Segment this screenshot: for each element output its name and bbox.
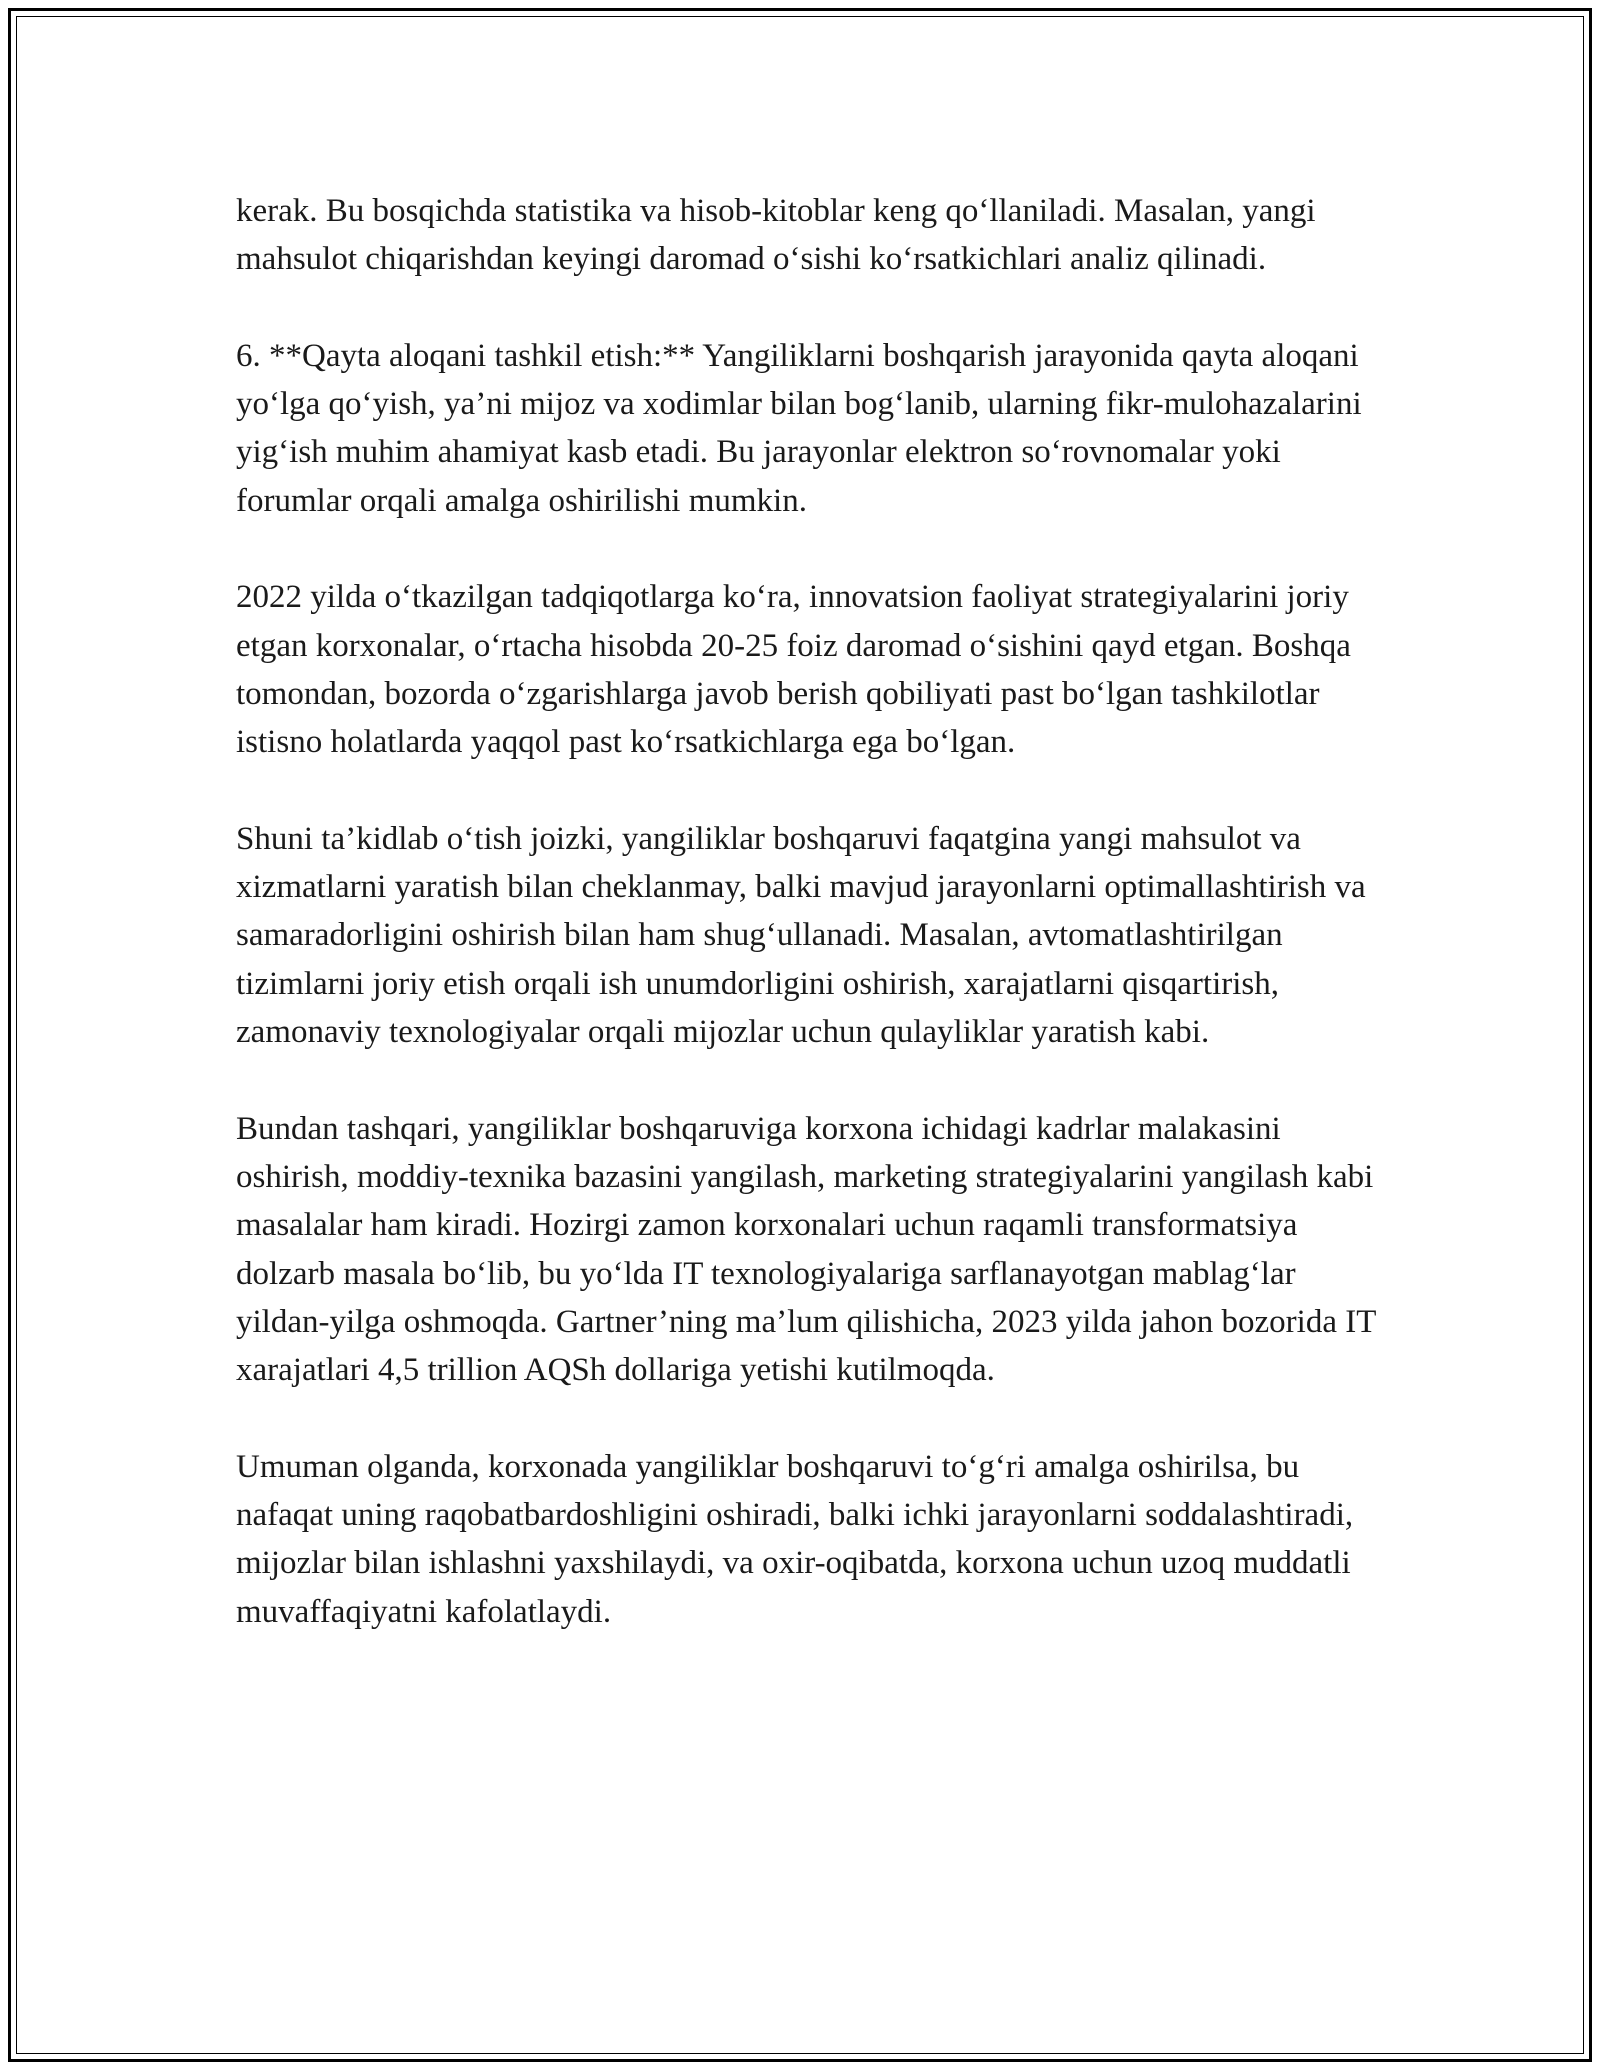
paragraph-conclusion: Umuman olganda, korxonada yangiliklar boshqaruvi to‘g‘ri amalga oshirilsa, bu nafaqat uning raqobatbardoshligini oshiradi, balki ichki jarayonlarni soddalashtiradi, mijozlar bilan ishlashni yaxshilaydi, va oxir-oqibatda, korxona uchun uzoq muddatli muvaffaqiyatni kafolatlaydi.: [236, 1448, 1354, 1630]
paragraph-process-optimization: Shuni ta’kidlab o‘tish joizki, yangiliklar boshqaruvi faqatgina yangi mahsulot va xizmatlarni yaratish bilan cheklanmay, balki mavjud jarayonlarni optimallashtirish va samaradorligini oshirish bilan ham shug‘ullanadi. Masalan, avtomatlashtirilgan tizimlarni joriy etish orqali ish unumdorligini oshirish, xarajatlarni qisqartirish, zamonaviy texnologiyalar orqali mijozlar uchun qulayliklar yaratish kabi.: [236, 820, 1366, 1051]
paragraph-digital-transformation: Bundan tashqari, yangiliklar boshqaruviga korxona ichidagi kadrlar malakasini oshirish, moddiy-texnika bazasini yangilash, marketing strategiyalarini yangilash kabi masalalar ham kiradi. Hozirgi zamon korxonalari uchun raqamli transformatsiya dolzarb masala bo‘lib, bu yo‘lda IT texnologiyalariga sarflanayotgan mablag‘lar yildan-yilga oshmoqda. Gartner’ning ma’lum qilishicha, 2023 yilda jahon bozorida IT xarajatlari 4,5 trillion AQSh dollariga yetishi kutilmoqda.: [236, 1110, 1376, 1389]
paragraph-research-2022: 2022 yilda o‘tkazilgan tadqiqotlarga ko‘ra, innovatsion faoliyat strategiyalarini joriy etgan korxonalar, o‘rtacha hisobda 20-25 foiz daromad o‘sishini qayd etgan. Boshqa tomondan, bozorda o‘zgarishlarga javob berish qobiliyati past bo‘lgan tashkilotlar istisno holatlarda yaqqol past ko‘rsatkichlarga ega bo‘lgan.: [236, 579, 1351, 761]
document-body: [236, 187, 1376, 1636]
paragraph-feedback-step: 6. **Qayta aloqani tashkil etish:** Yangiliklarni boshqarish jarayonida qayta aloqani yo‘lga qo‘yish, ya’ni mijoz va xodimlar bilan bog‘lanib, ularning fikr-mulohazalarini yig‘ish muhim ahamiyat kasb etadi. Bu jarayonlar elektron so‘rovnomalar yoki forumlar orqali amalga oshirilishi mumkin.: [236, 337, 1362, 519]
paragraph-continuation: kerak. Bu bosqichda statistika va hisob-kitoblar keng qo‘llaniladi. Masalan, yangi mahsulot chiqarishdan keyingi daromad o‘sishi ko‘rsatkichlari analiz qilinadi.: [236, 193, 1316, 278]
